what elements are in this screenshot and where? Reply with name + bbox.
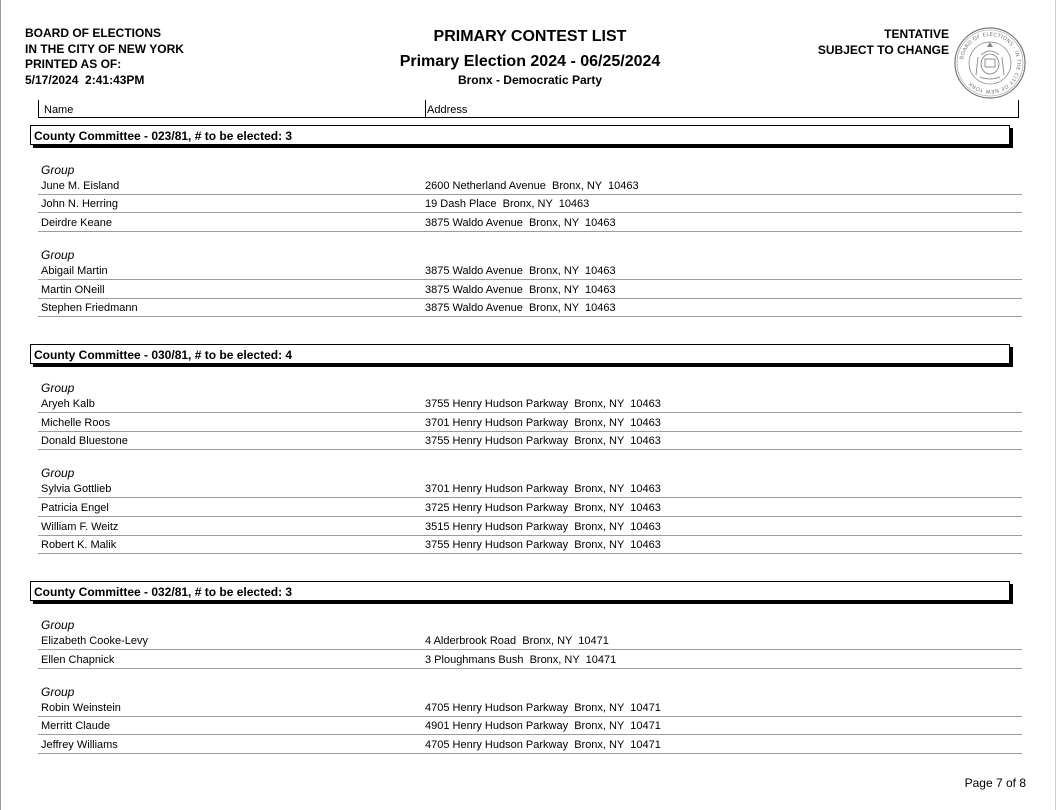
contest-section-header <box>30 581 1014 605</box>
column-divider <box>425 100 426 118</box>
page-border-right <box>1055 0 1056 810</box>
header-status-block <box>818 26 949 58</box>
candidate-row <box>38 414 1022 432</box>
candidate-row <box>38 299 1022 317</box>
contest-title: County Committee - 030/81, # to be elected: 4 <box>30 344 1010 364</box>
candidate-address: 19 Dash Place Bronx, NY 10463 <box>425 198 590 210</box>
contest-title: County Committee - 023/81, # to be elected: 3 <box>30 125 1010 145</box>
row-divider <box>38 231 1022 232</box>
candidate-name: Elizabeth Cooke-Levy <box>41 635 149 647</box>
page-title: PRIMARY CONTEST LIST <box>433 28 627 45</box>
candidate-name: John N. Herring <box>41 198 119 210</box>
candidate-address: 4 Alderbrook Road Bronx, NY 10471 <box>425 635 609 647</box>
candidate-row <box>38 395 1022 413</box>
candidate-address: 4705 Henry Hudson Parkway Bronx, NY 10471 <box>425 702 661 714</box>
column-divider <box>38 100 39 118</box>
candidate-address: 3 Ploughmans Bush Bronx, NY 10471 <box>425 654 617 666</box>
contest-section-header <box>30 125 1014 149</box>
row-divider <box>38 449 1022 450</box>
candidate-address: 3875 Waldo Avenue Bronx, NY 10463 <box>425 217 616 229</box>
candidate-name: Michelle Roos <box>41 417 111 429</box>
status-subject-to-change: SUBJECT TO CHANGE <box>817 43 949 57</box>
row-divider <box>38 412 1022 413</box>
candidate-row <box>38 281 1022 299</box>
group-label: Group <box>41 248 75 262</box>
row-divider <box>38 316 1022 317</box>
candidate-address: 3875 Waldo Avenue Bronx, NY 10463 <box>425 265 616 277</box>
candidate-row <box>38 214 1022 232</box>
election-title: Primary Election 2024 - 06/25/2024 <box>399 53 661 70</box>
row-divider <box>38 734 1022 735</box>
candidate-row <box>38 432 1022 450</box>
row-divider <box>38 649 1022 650</box>
candidate-name: June M. Eisland <box>41 180 120 192</box>
candidate-address: 3755 Henry Hudson Parkway Bronx, NY 10463 <box>425 398 661 410</box>
address-column-header: Address <box>427 104 468 116</box>
group-label: Group <box>41 618 75 632</box>
candidate-address: 3755 Henry Hudson Parkway Bronx, NY 10463 <box>425 435 661 447</box>
candidate-row <box>38 195 1022 213</box>
candidate-row <box>38 632 1022 650</box>
candidate-name: Donald Bluestone <box>41 435 128 447</box>
column-divider <box>1018 100 1019 118</box>
row-divider <box>38 212 1022 213</box>
candidate-name: Jeffrey Williams <box>41 739 118 751</box>
candidate-name: Ellen Chapnick <box>41 654 115 666</box>
board-of-elections-seal-icon <box>954 27 1026 99</box>
row-divider <box>38 753 1022 754</box>
org-line-2: IN THE CITY OF NEW YORK <box>25 41 184 56</box>
candidate-address: 3875 Waldo Avenue Bronx, NY 10463 <box>425 284 616 296</box>
row-divider <box>38 553 1022 554</box>
candidate-address: 3701 Henry Hudson Parkway Bronx, NY 10463 <box>425 483 661 495</box>
status-tentative: TENTATIVE <box>884 27 949 41</box>
printed-label: PRINTED AS OF: <box>25 57 122 72</box>
candidate-address: 3875 Waldo Avenue Bronx, NY 10463 <box>425 302 616 314</box>
candidate-address: 4901 Henry Hudson Parkway Bronx, NY 10471 <box>425 720 661 732</box>
candidate-name: Robert K. Malik <box>41 539 117 551</box>
candidate-row <box>38 499 1022 517</box>
group-label: Group <box>41 163 75 177</box>
candidate-address: 4705 Henry Hudson Parkway Bronx, NY 10471 <box>425 739 661 751</box>
candidate-name: Deirdre Keane <box>41 217 112 229</box>
row-divider <box>38 497 1022 498</box>
group-label: Group <box>41 381 75 395</box>
candidate-row <box>38 518 1022 536</box>
page-border-left <box>0 0 1 810</box>
contest-title: County Committee - 032/81, # to be elected: 3 <box>30 581 1010 601</box>
candidate-address: 3755 Henry Hudson Parkway Bronx, NY 10463 <box>425 539 661 551</box>
candidate-row <box>38 651 1022 669</box>
header-title-block <box>330 27 730 87</box>
candidate-row <box>38 717 1022 735</box>
column-header-underline <box>38 117 1019 118</box>
candidate-name: Merritt Claude <box>41 720 111 732</box>
candidate-row <box>38 480 1022 498</box>
candidate-row <box>38 177 1022 195</box>
seal-ring-text: BOARD OF ELECTIONS · IN THE CITY OF NEW YORK <box>959 31 1022 95</box>
party-subtitle: Bronx - Democratic Party <box>457 73 603 87</box>
candidate-address: 3515 Henry Hudson Parkway Bronx, NY 10463 <box>425 521 661 533</box>
candidate-address: 3701 Henry Hudson Parkway Bronx, NY 10463 <box>425 417 661 429</box>
candidate-row <box>38 699 1022 717</box>
candidate-name: Aryeh Kalb <box>41 398 95 410</box>
candidate-address: 2600 Netherland Avenue Bronx, NY 10463 <box>425 180 639 192</box>
candidate-row <box>38 536 1022 554</box>
candidate-address: 3725 Henry Hudson Parkway Bronx, NY 10463 <box>425 502 661 514</box>
page-number: Page 7 of 8 <box>964 776 1026 790</box>
candidate-name: Robin Weinstein <box>41 702 121 714</box>
group-label: Group <box>41 685 75 699</box>
row-divider <box>38 668 1022 669</box>
printed-time: 5/17/2024 2:41:43PM <box>25 73 145 88</box>
candidate-name: Patricia Engel <box>41 502 109 514</box>
candidate-name: William F. Weitz <box>41 521 119 533</box>
candidate-name: Martin ONeill <box>41 284 105 296</box>
name-column-header: Name <box>44 104 74 116</box>
group-label: Group <box>41 466 75 480</box>
candidate-row <box>38 262 1022 280</box>
candidate-row <box>38 736 1022 754</box>
candidate-name: Stephen Friedmann <box>41 302 138 314</box>
row-divider <box>38 279 1022 280</box>
row-divider <box>38 516 1022 517</box>
candidate-name: Sylvia Gottlieb <box>41 483 112 495</box>
candidate-name: Abigail Martin <box>41 265 108 277</box>
header-organization-block <box>25 26 184 89</box>
org-line-1: BOARD OF ELECTIONS <box>25 26 162 40</box>
contest-section-header <box>30 344 1014 368</box>
column-header-bar <box>38 100 1019 118</box>
